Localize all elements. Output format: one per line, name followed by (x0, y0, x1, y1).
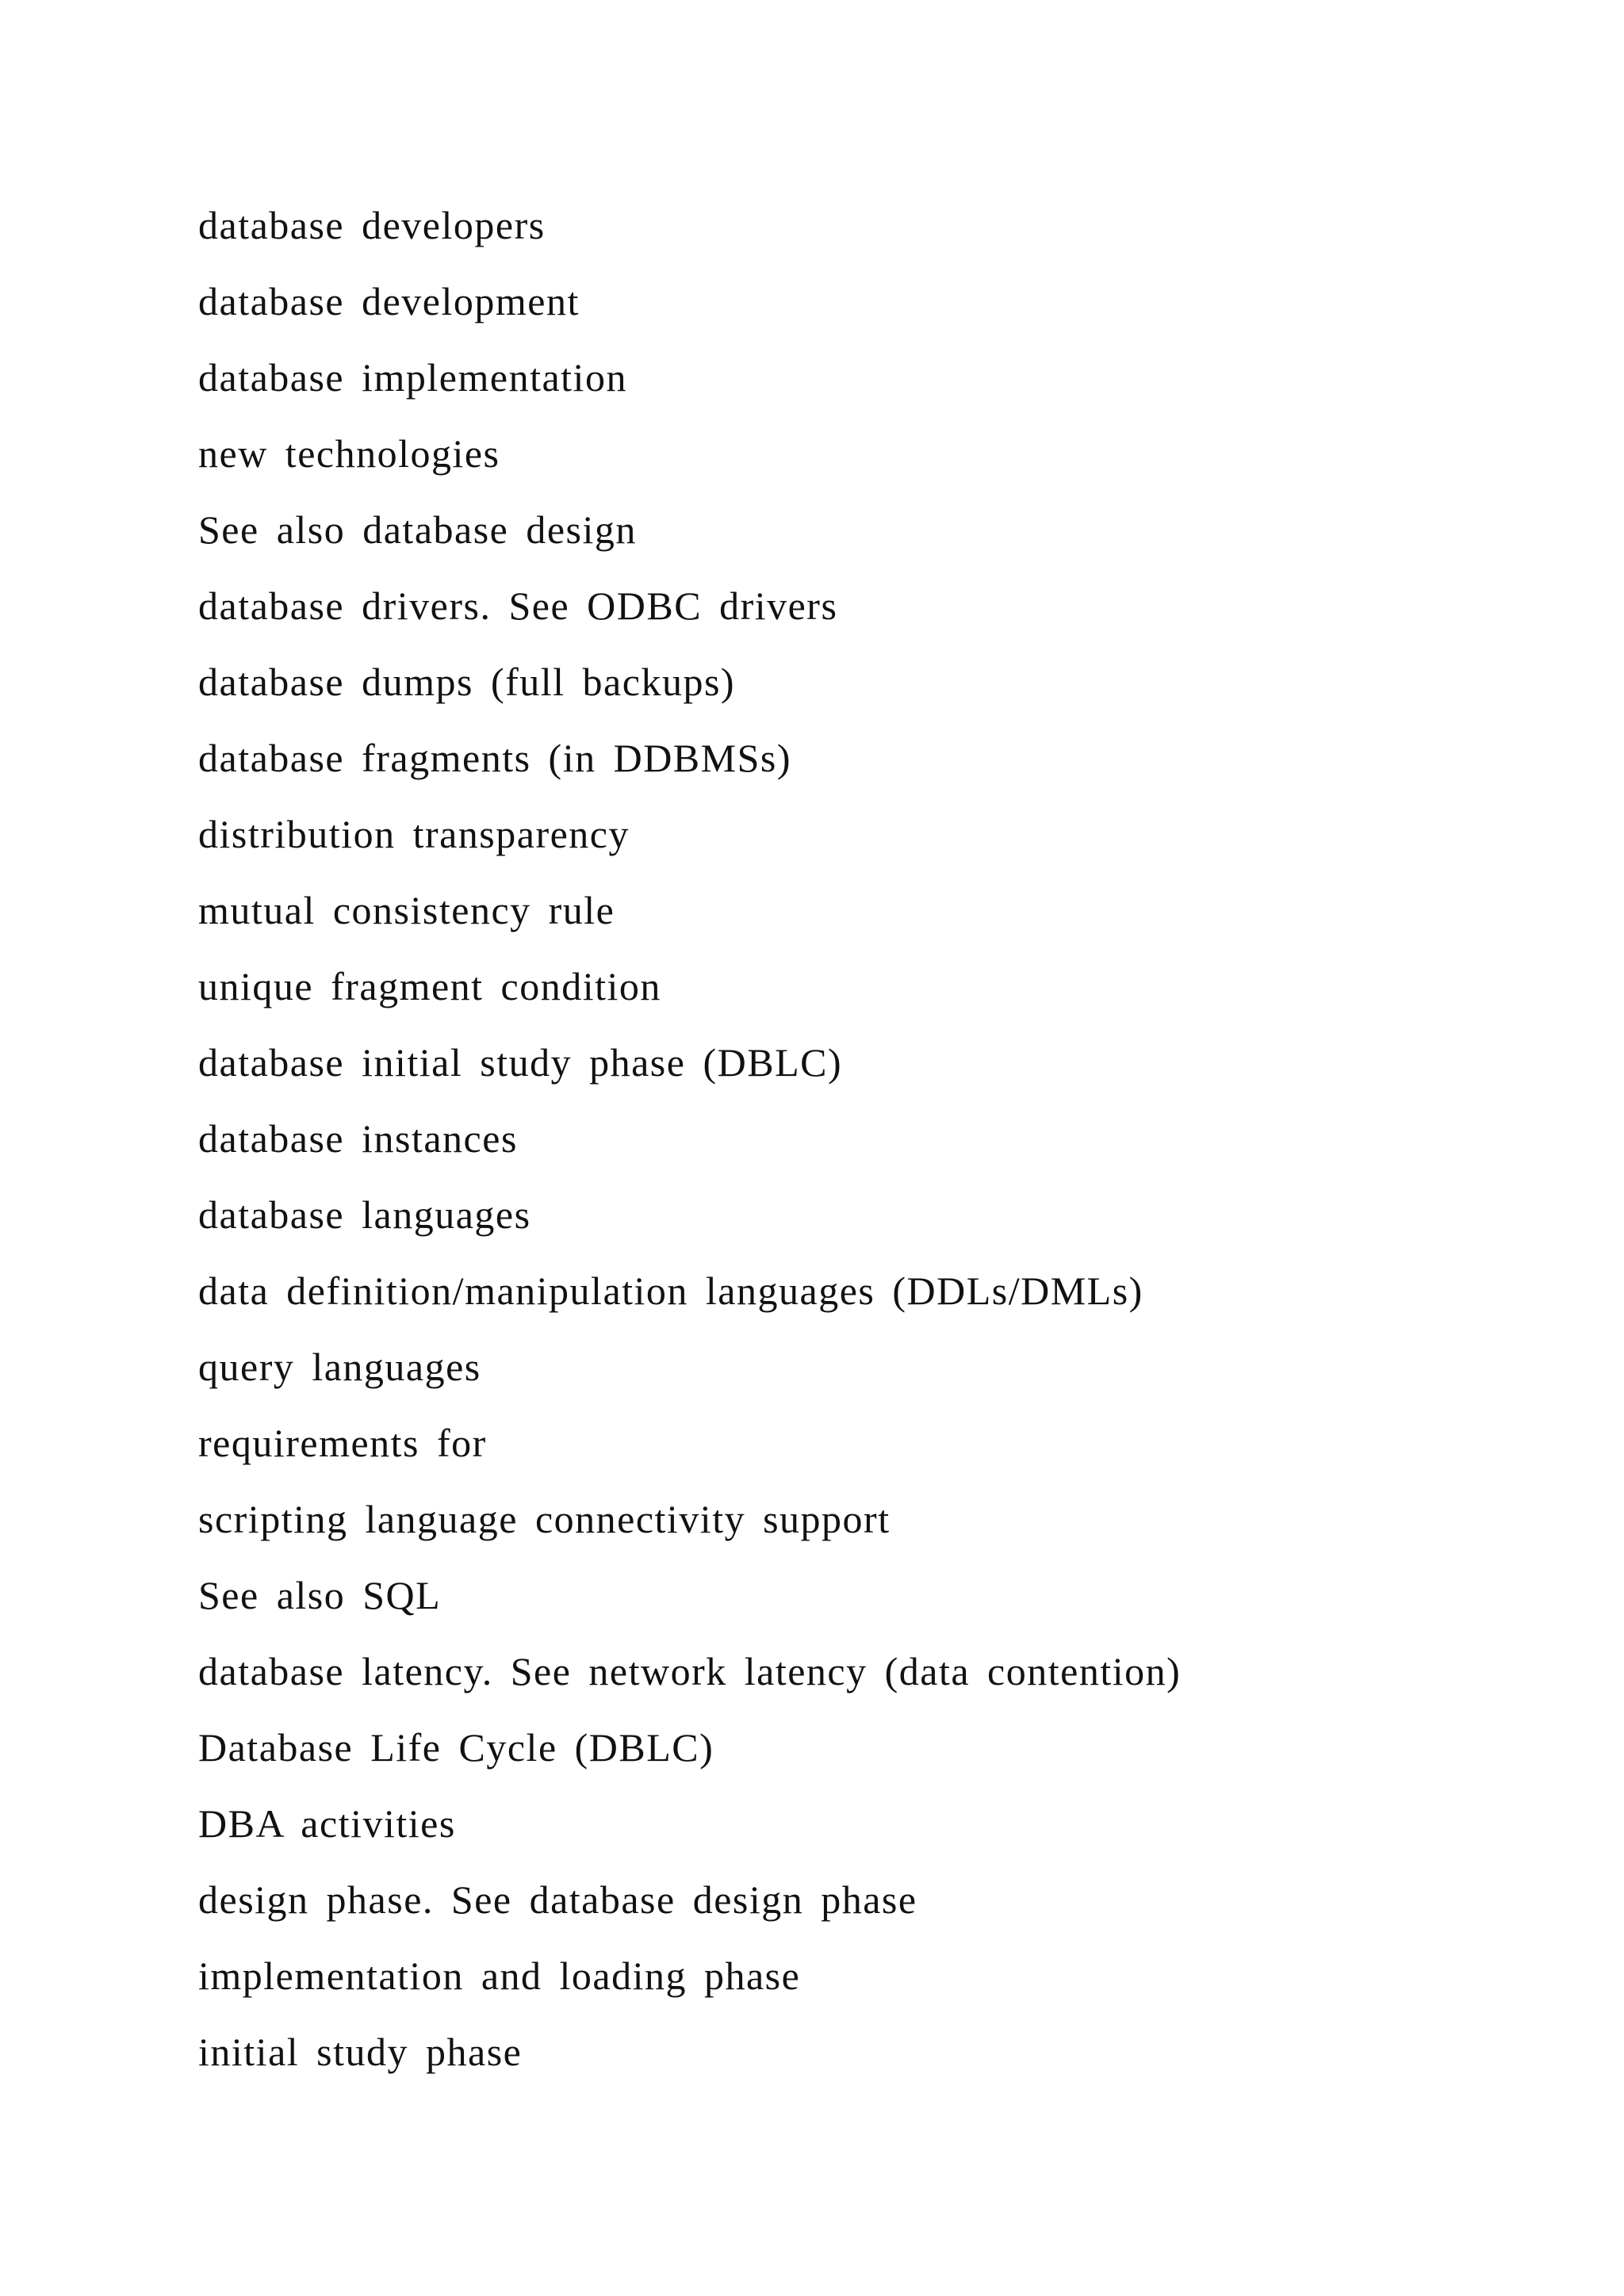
index-entry: requirements for (198, 1421, 487, 1465)
index-entry: database latency. See network latency (data contention) (198, 1649, 1182, 1693)
index-entry: new technologies (198, 431, 500, 476)
index-entry: DBA activities (198, 1801, 456, 1846)
index-entry: design phase. See database design phase (198, 1877, 917, 1922)
index-entry: See also SQL (198, 1573, 442, 1617)
index-entry: mutual consistency rule (198, 888, 615, 932)
index-entry: database languages (198, 1192, 531, 1237)
index-entry: database fragments (in DDBMSs) (198, 736, 792, 780)
index-entry: unique fragment condition (198, 964, 661, 1008)
index-entry: database dumps (full backups) (198, 660, 736, 704)
index-entry: database drivers. See ODBC drivers (198, 584, 838, 628)
index-entry: See also database design (198, 507, 637, 552)
index-entry: data definition/manipulation languages (DDLs/DMLs) (198, 1269, 1143, 1313)
index-entry: distribution transparency (198, 812, 630, 856)
index-entry: database instances (198, 1116, 518, 1161)
index-entry: database developers (198, 203, 546, 247)
index-entry: database implementation (198, 355, 627, 400)
index-entry: scripting language connectivity support (198, 1497, 891, 1541)
index-entry: initial study phase (198, 2030, 523, 2074)
index-entry: Database Life Cycle (DBLC) (198, 1725, 714, 1770)
index-entry-list (198, 187, 1181, 2090)
index-entry: database development (198, 279, 580, 323)
index-entry: implementation and loading phase (198, 1954, 801, 1998)
index-entry: query languages (198, 1345, 481, 1389)
index-entry: database initial study phase (DBLC) (198, 1040, 843, 1085)
